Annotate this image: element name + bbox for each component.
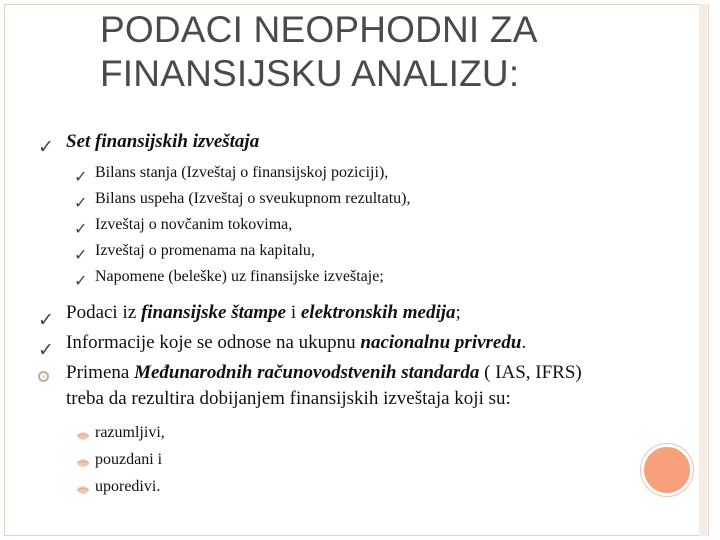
list-item: Bilans uspeha (Izveštaj o sveukupnom rezultatu), xyxy=(95,190,411,207)
list-item: pouzdani i xyxy=(95,451,163,468)
title-line-1: PODACI NEOPHODNI ZA xyxy=(100,9,538,50)
list-item: uporedivi. xyxy=(95,478,161,495)
text-segment: Podaci iz xyxy=(66,302,141,323)
leaf-bullet-icon xyxy=(76,431,90,441)
list-item: Izveštaj o novčanim tokovima, xyxy=(95,216,293,233)
emphasis-text: elektronskih medija xyxy=(300,302,456,323)
text-segment: i xyxy=(286,302,301,323)
checkmark-icon: ✓ xyxy=(38,136,54,158)
leaf-bullet-icon xyxy=(76,458,90,468)
checkmark-icon: ✓ xyxy=(74,245,88,264)
checkmark-icon: ✓ xyxy=(38,339,54,361)
checkmark-icon: ✓ xyxy=(74,167,88,186)
text-segment: ; xyxy=(455,302,461,323)
bullet-ifrs-standards xyxy=(66,362,582,384)
emphasis-text: finansijske štampe xyxy=(140,302,287,323)
ring-bullet-icon xyxy=(38,371,49,382)
bullet-press-media xyxy=(66,302,461,324)
list-item: Napomene (beleške) uz finansijske izveštaje; xyxy=(95,268,384,285)
list-item: razumljivi, xyxy=(95,424,165,441)
text-segment: . xyxy=(521,332,527,353)
slide-edge-stripe xyxy=(699,4,707,536)
checkmark-icon: ✓ xyxy=(38,309,54,331)
checkmark-icon: ✓ xyxy=(74,193,88,212)
leaf-bullet-icon xyxy=(76,485,90,495)
list-item: Izveštaj o promenama na kapitalu, xyxy=(95,242,315,259)
bullet-national-economy xyxy=(66,332,526,354)
text-segment: ( IAS, IFRS) xyxy=(479,362,582,383)
title-line-2: FINANSIJSKU ANALIZU: xyxy=(100,53,520,94)
emphasis-text: Međunarodnih računovodstvenih standarda xyxy=(134,362,480,383)
text-segment: Primena xyxy=(66,362,135,383)
text-segment: Informacije koje se odnose na ukupnu xyxy=(66,332,361,353)
checkmark-icon: ✓ xyxy=(74,271,88,290)
set-heading: Set finansijskih izveštaja xyxy=(66,131,260,152)
list-item: Bilans stanja (Izveštaj o finansijskoj poziciji), xyxy=(95,164,389,181)
checkmark-icon: ✓ xyxy=(74,219,88,238)
decorative-circle xyxy=(641,444,693,496)
emphasis-text: nacionalnu privredu xyxy=(360,332,522,353)
bullet-ifrs-continuation: treba da rezultira dobijanjem finansijskih izveštaja koji su: xyxy=(66,388,511,409)
slide-title xyxy=(100,8,620,96)
